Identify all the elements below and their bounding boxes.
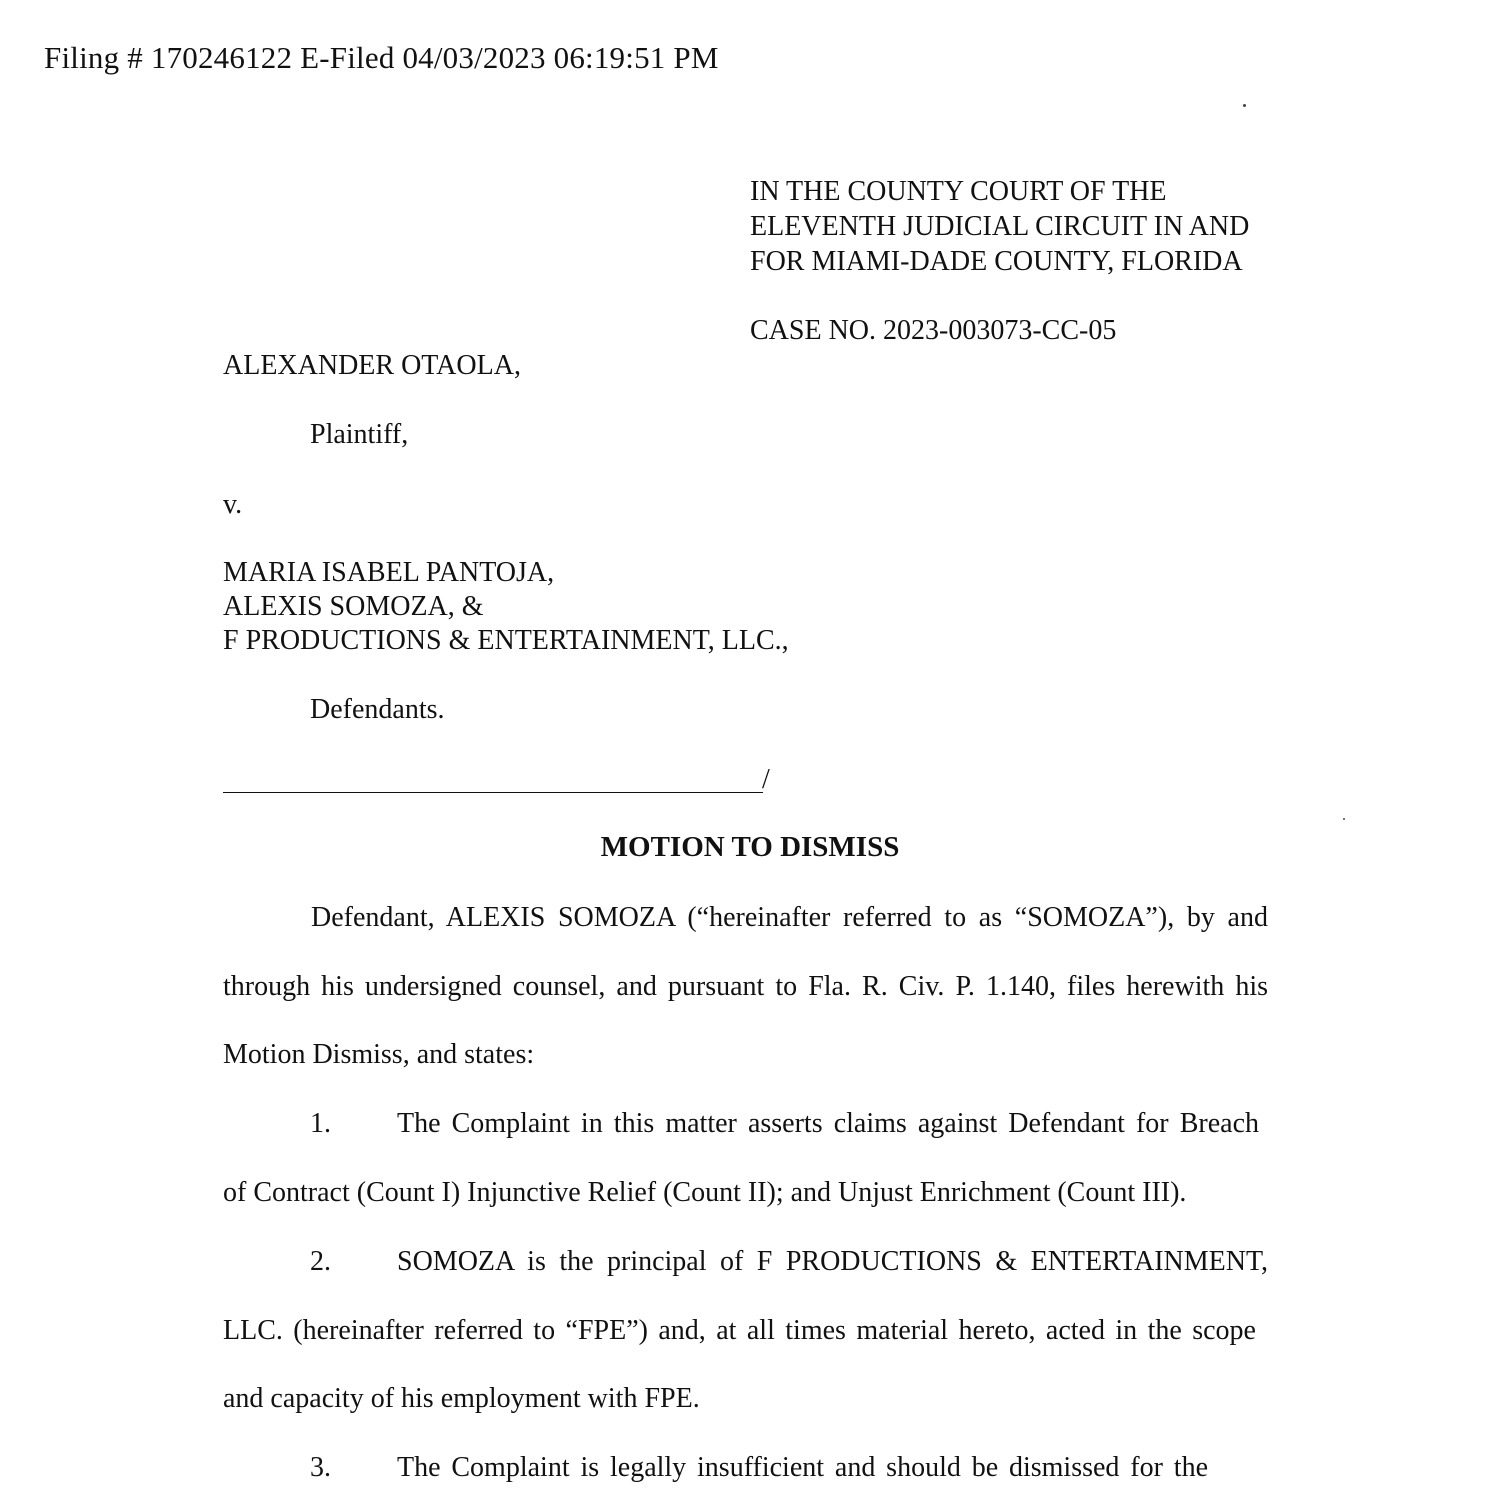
court-line: FOR MIAMI-DADE COUNTY, FLORIDA bbox=[750, 246, 1243, 277]
paragraph-text: The Complaint is legally insufficient and should be dismissed for the bbox=[397, 1452, 1208, 1483]
intro-line: through his undersigned counsel, and pursuant to Fla. R. Civ. P. 1.140, files herewith his bbox=[223, 971, 1268, 1002]
caption-slash: / bbox=[762, 764, 770, 795]
intro-line: Defendant, ALEXIS SOMOZA (“hereinafter referred to as “SOMOZA”), by and bbox=[311, 902, 1268, 933]
paragraph-text: of Contract (Count I) Injunctive Relief (Count II); and Unjust Enrichment (Count III). bbox=[223, 1177, 1187, 1208]
defendant-name: F PRODUCTIONS & ENTERTAINMENT, LLC., bbox=[223, 625, 789, 656]
scan-speck bbox=[1243, 104, 1246, 107]
paragraph-text: SOMOZA is the principal of F PRODUCTIONS & ENTERTAINMENT, bbox=[397, 1246, 1268, 1277]
paragraph-number: 3. bbox=[310, 1452, 331, 1483]
court-line: ELEVENTH JUDICIAL CIRCUIT IN AND bbox=[750, 211, 1250, 242]
paragraph-text: LLC. (hereinafter referred to “FPE”) and, at all times material hereto, acted in the scope bbox=[223, 1315, 1256, 1346]
paragraph-number: 1. bbox=[310, 1108, 331, 1139]
paragraph-number: 2. bbox=[310, 1246, 331, 1277]
defendant-name: MARIA ISABEL PANTOJA, bbox=[223, 557, 555, 588]
defendants-role: Defendants. bbox=[310, 694, 445, 725]
defendant-name: ALEXIS SOMOZA, & bbox=[223, 591, 484, 622]
paragraph-text: The Complaint in this matter asserts claims against Defendant for Breach bbox=[397, 1108, 1259, 1139]
caption-divider-line bbox=[223, 792, 763, 793]
versus: v. bbox=[223, 489, 243, 520]
filing-stamp: Filing # 170246122 E-Filed 04/03/2023 06:19:51 PM bbox=[44, 40, 719, 75]
scan-speck bbox=[1343, 818, 1345, 820]
court-line: IN THE COUNTY COURT OF THE bbox=[750, 176, 1167, 207]
plaintiff-role: Plaintiff, bbox=[310, 419, 409, 450]
paragraph-text: and capacity of his employment with FPE. bbox=[223, 1383, 700, 1414]
case-number: CASE NO. 2023-003073-CC-05 bbox=[750, 315, 1117, 346]
plaintiff-name: ALEXANDER OTAOLA, bbox=[223, 350, 521, 381]
intro-line: Motion Dismiss, and states: bbox=[223, 1039, 535, 1070]
court-caption bbox=[750, 174, 1249, 279]
motion-title: MOTION TO DISMISS bbox=[600, 831, 900, 863]
